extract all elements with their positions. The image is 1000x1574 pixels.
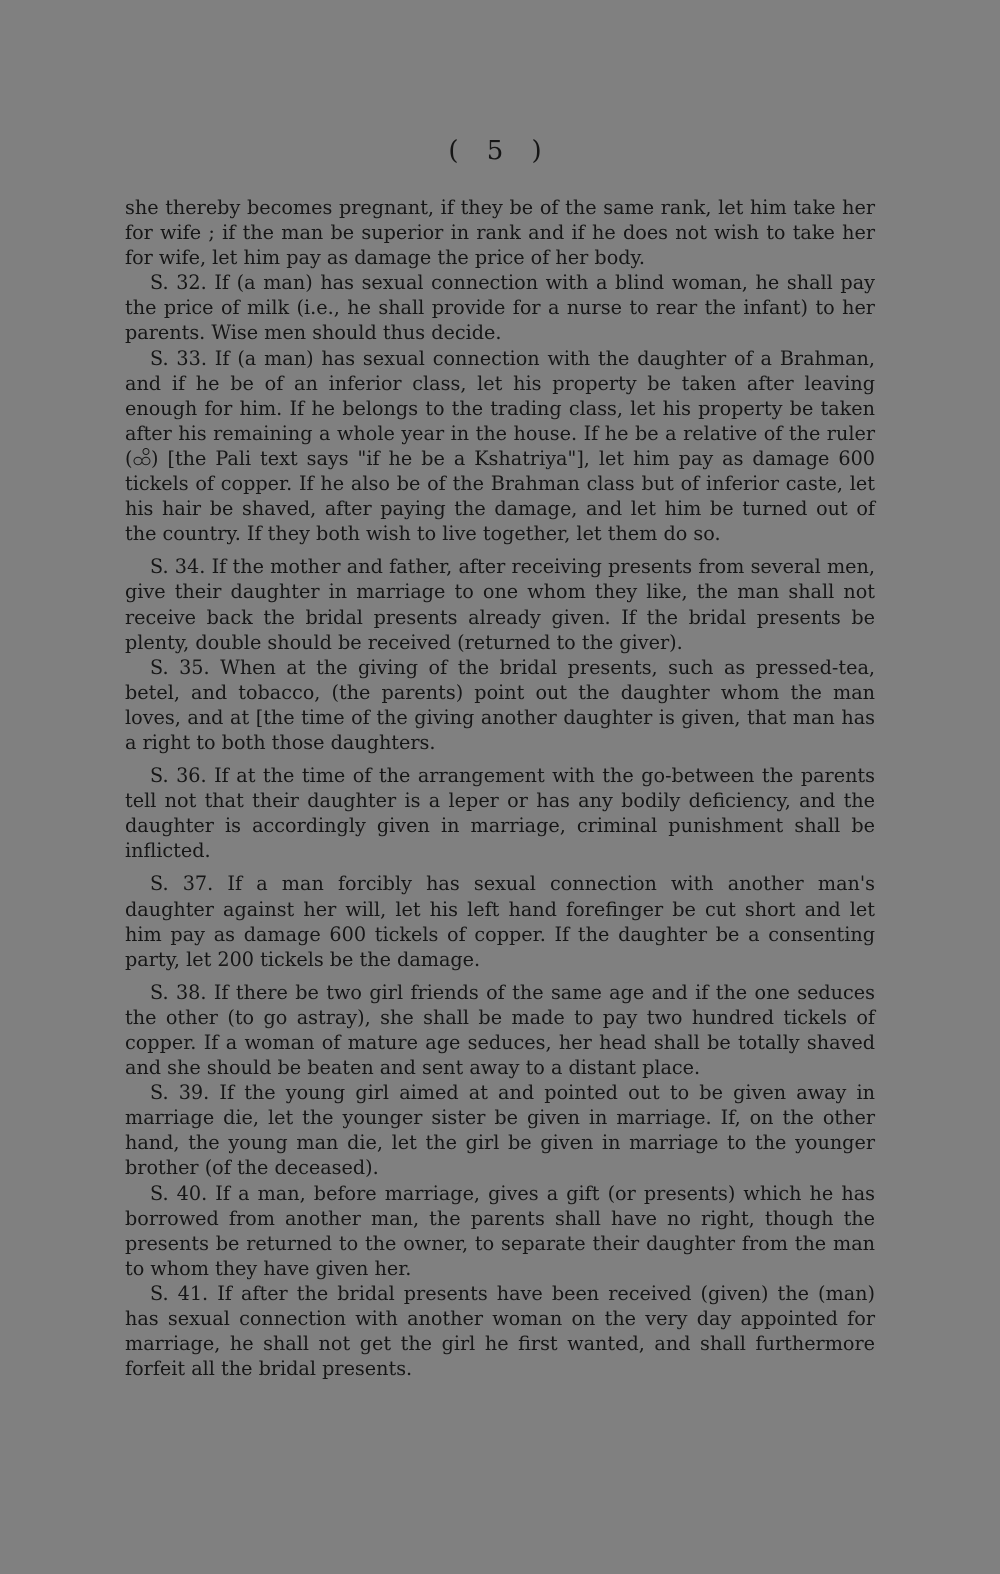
section-32: S. 32. If (a man) has sexual connection with a blind woman, he shall pay the price of milk (i.e., he shall provide for a nurse to rear the infant) to her parents. Wise men should thus decide. — [125, 271, 875, 345]
section-34: S. 34. If the mother and father, after receiving presents from several men, give their daughter in marriage to one whom they like, the man shall not receive back the bridal presents already given. If the bridal presents be plenty, double should be received (returned to the giver). — [125, 555, 875, 654]
section-41: S. 41. If after the bridal presents have been received (given) the (man) has sexual connection with another woman on the very day appointed for marriage, he shall not get the girl he first wanted, and shall furthermore forfeit all the bridal presents. — [125, 1281, 875, 1381]
section-39: S. 39. If the young girl aimed at and pointed out to be given away in marriage die, let the younger sister be given in marriage. If, on the other hand, the young man die, let the girl be given in marriage to the younger brother (of the deceased). — [125, 1081, 875, 1180]
body-text — [125, 195, 875, 1381]
section-35: S. 35. When at the giving of the bridal presents, such as pressed-tea, betel, and tobacco, (the parents) point out the daughter whom the man loves, and at [the time of the giving another daughter is given, that man has a right to both those daughters. — [125, 655, 875, 754]
section-36: S. 36. If at the time of the arrangement with the go-between the parents tell not that their daughter is a leper or has any bodily deficiency, and the daughter is accordingly given in marriage, criminal punishment shall be inflicted. — [125, 764, 875, 863]
paragraph-continuation: she thereby becomes pregnant, if they be of the same rank, let him take her for wife ; if the man be superior in rank and if he does not wish to take her for wife, let him pay as damage the price of her body. — [125, 196, 875, 270]
page-number: ( 5 ) — [448, 136, 552, 166]
section-40: S. 40. If a man, before marriage, gives a gift (or presents) which he has borrowed from another man, the parents shall have no right, though the presents be returned to the owner, to separate their daughter from the man to whom they have given her. — [125, 1181, 875, 1280]
section-38: S. 38. If there be two girl friends of the same age and if the one seduces the other (to go astray), she shall be made to pay two hundred tickels of copper. If a woman of mature age seduces, her head shall be totally shaved and she should be beaten and sent away to a distant place. — [125, 980, 875, 1080]
section-37: S. 37. If a man forcibly has sexual connection with another man's daughter against her will, let his left hand forefinger be cut short and let him pay as damage 600 tickels of copper. If the daughter be a consenting party, let 200 tickels be the damage. — [125, 872, 875, 971]
section-33: S. 33. If (a man) has sexual connection with the daughter of a Brahman, and if he be of an inferior class, let his property be taken after leaving enough for him. If he belongs to the trading class, let his property be taken after his remaining a whole year in the house. If he be a relative of the ruler (ထိ) [the Pali text says "if he be a Kshatriya"], let him pay as damage 600 tickels of copper. If he also be of the Brahman class but of inferior caste, let his hair be shaved, after paying the damage, and let him be turned out of the country. If they both wish to live together, let them do so. — [125, 346, 875, 546]
